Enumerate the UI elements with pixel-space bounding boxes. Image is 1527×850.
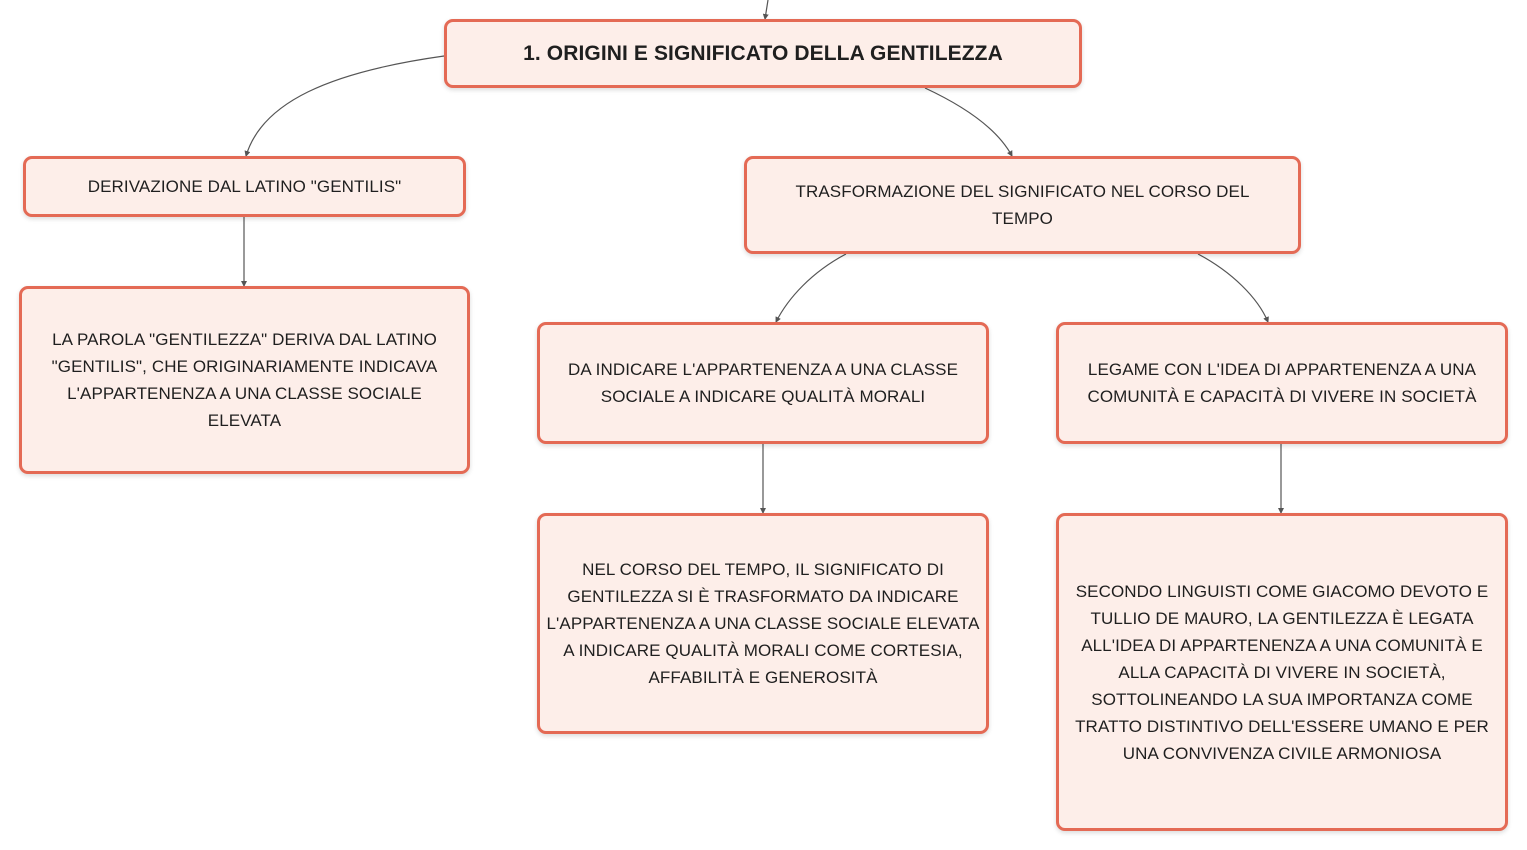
connector-incoming-root [765, 0, 768, 19]
root-topic-label: 1. ORIGINI E SIGNIFICATO DELLA GENTILEZZA [523, 41, 1003, 65]
topic-label: SECONDO LINGUISTI COME GIACOMO DEVOTO E TULLIO DE MAURO, LA GENTILEZZA È LEGATA ALL'IDEA DI APPARTENENZA A UNA COMUNITÀ E ALLA CAPACITÀ DI VIVERE IN SOCIETÀ, SOTTOLINEANDO LA SUA IMPORTANZA COME TRATTO DISTINTIVO DELL'ESSERE UMANO E PER UNA CONVIVENZA CIVILE ARMONIOSA [1075, 581, 1489, 763]
root-topic-node[interactable] [444, 19, 1082, 88]
topic-label: TRASFORMAZIONE DEL SIGNIFICATO NEL CORSO DEL TEMPO [795, 182, 1250, 228]
connector-root-to-transformation [925, 88, 1012, 156]
topic-node-derivation-detail[interactable] [19, 286, 470, 474]
connector-transformation-to-moral-shift [776, 254, 846, 322]
topic-label: DERIVAZIONE DAL LATINO "GENTILIS" [87, 177, 402, 196]
connector-transformation-to-community [1198, 254, 1268, 322]
topic-label: NEL CORSO DEL TEMPO, IL SIGNIFICATO DI GENTILEZZA SI È TRASFORMATO DA INDICARE L'APPARTENENZA A UNA CLASSE SOCIALE ELEVATA A INDICARE QUALITÀ MORALI COME CORTESIA, AFFABILITÀ E GENEROSITÀ [546, 560, 980, 687]
connector-root-to-derivation [246, 56, 444, 156]
topic-node-derivation[interactable] [23, 156, 466, 217]
topic-label: LEGAME CON L'IDEA DI APPARTENENZA A UNA COMUNITÀ E CAPACITÀ DI VIVERE IN SOCIETÀ [1087, 360, 1477, 406]
topic-node-transformation[interactable] [744, 156, 1301, 254]
topic-node-moral-shift-detail[interactable] [537, 513, 989, 734]
topic-label: LA PAROLA "GENTILEZZA" DERIVA DAL LATINO "GENTILIS", CHE ORIGINARIAMENTE INDICAVA L'APPARTENENZA A UNA CLASSE SOCIALE ELEVATA [51, 330, 438, 430]
topic-node-moral-shift[interactable] [537, 322, 989, 444]
topic-node-community-detail[interactable] [1056, 513, 1508, 831]
topic-node-community[interactable] [1056, 322, 1508, 444]
topic-label: DA INDICARE L'APPARTENENZA A UNA CLASSE SOCIALE A INDICARE QUALITÀ MORALI [567, 360, 959, 406]
